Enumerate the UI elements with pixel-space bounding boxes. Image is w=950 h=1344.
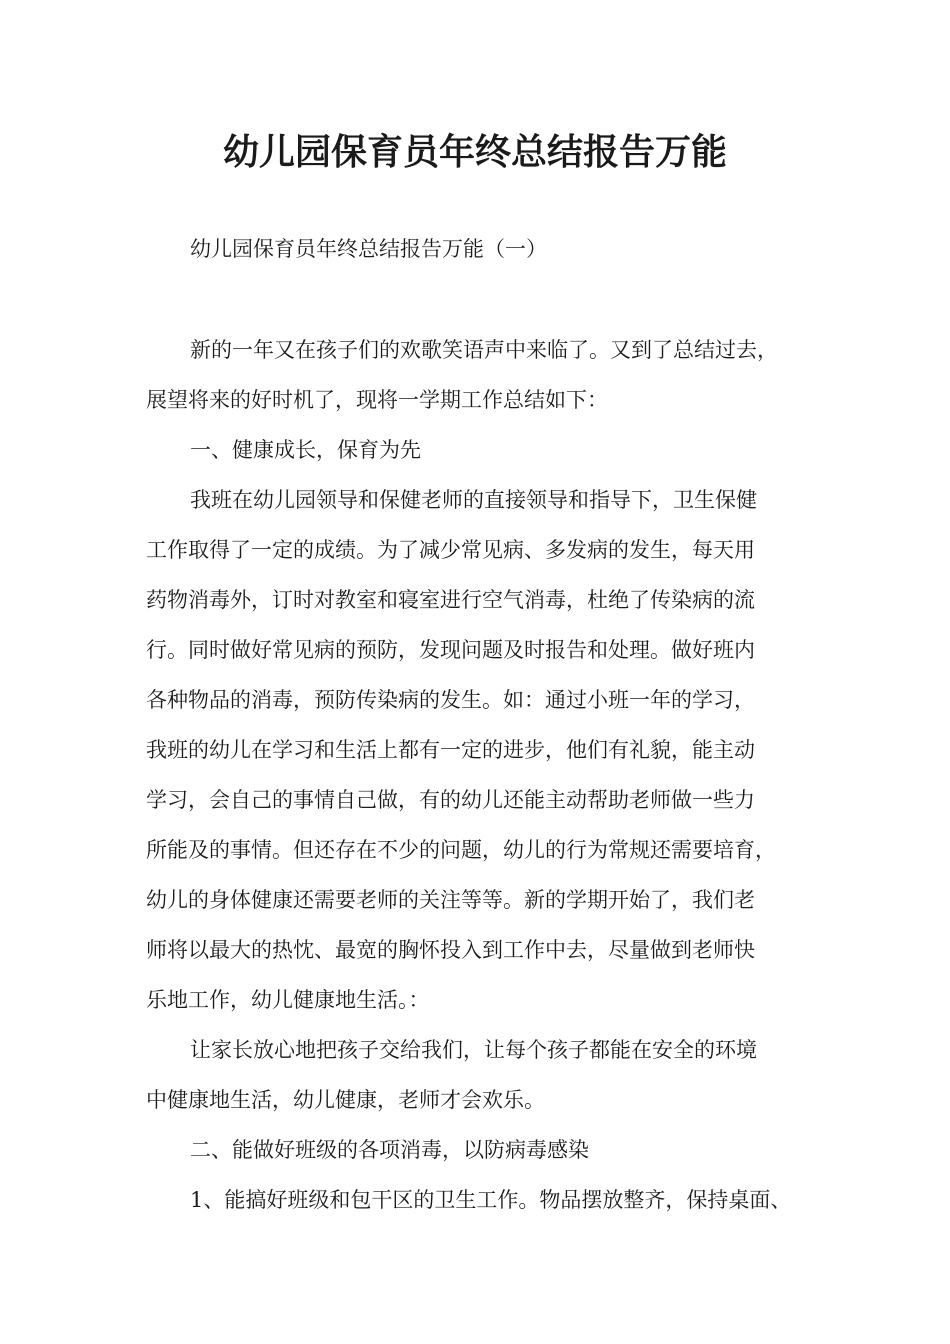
body-line: 行。同时做好常见病的预防，发现问题及时报告和处理。做好班内 [146, 638, 755, 662]
document-title: 幼儿园保育员年终总结报告万能 [222, 132, 727, 173]
body-line: 新的一年又在孩子们的欢歌笑语声中来临了。又到了总结过去， [190, 338, 778, 362]
section-heading: 二、能做好班级的各项消毒，以防病毒感染 [190, 1138, 589, 1162]
body-line: 我班在幼儿园领导和保健老师的直接领导和指导下，卫生保健 [190, 488, 757, 512]
body-line: 展望将来的好时机了，现将一学期工作总结如下： [146, 388, 608, 412]
document-body [146, 332, 826, 1232]
body-line: 幼儿的身体健康还需要老师的关注等等。新的学期开始了，我们老 [146, 888, 755, 912]
body-line: 各种物品的消毒，预防传染病的发生。如：通过小班一年的学习， [146, 688, 755, 712]
body-line: 让家长放心地把孩子交给我们，让每个孩子都能在安全的环境 [190, 1038, 757, 1062]
body-line: 我班的幼儿在学习和生活上都有一定的进步，他们有礼貌，能主动 [146, 738, 755, 762]
body-line: 所能及的事情。但还存在不少的问题，幼儿的行为常规还需要培育， [146, 838, 776, 862]
body-line: 学习，会自己的事情自己做，有的幼儿还能主动帮助老师做一些力 [146, 788, 755, 812]
body-line: 师将以最大的热忱、最宽的胸怀投入到工作中去，尽量做到老师快 [146, 938, 755, 962]
section-heading: 一、健康成长，保育为先 [190, 438, 421, 462]
document-subtitle: 幼儿园保育员年终总结报告万能（一） [190, 237, 547, 261]
body-line: 药物消毒外，订时对教室和寝室进行空气消毒，杜绝了传染病的流 [146, 588, 755, 612]
body-line: 1、能搞好班级和包干区的卫生工作。物品摆放整齐，保持桌面、 [190, 1188, 792, 1212]
body-line: 工作取得了一定的成绩。为了减少常见病、多发病的发生，每天用 [146, 538, 755, 562]
body-line: 中健康地生活，幼儿健康，老师才会欢乐。 [146, 1088, 545, 1112]
body-line: 乐地工作，幼儿健康地生活。： [146, 988, 430, 1012]
